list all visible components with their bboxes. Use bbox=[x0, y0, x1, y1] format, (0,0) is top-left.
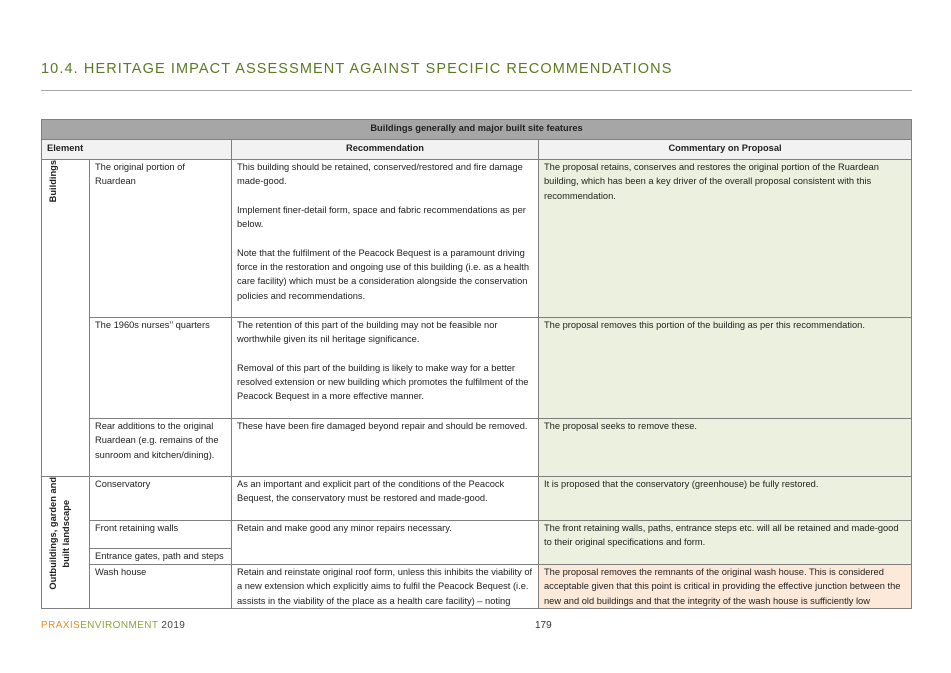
element-cell: Conservatory bbox=[90, 477, 232, 521]
commentary-cell: The proposal seeks to remove these. bbox=[539, 419, 912, 477]
element-cell: Entrance gates, path and steps bbox=[90, 549, 232, 565]
recommendation-paragraph: This building should be retained, conserved/restored and fire damage made-good. bbox=[237, 162, 523, 187]
footer-year: 2019 bbox=[158, 620, 186, 631]
brand-environment: ENVIRONMENT bbox=[80, 620, 159, 631]
recommendation-paragraph: As an important and explicit part of the conditions of the Peacock Bequest, the conservatory must be restored and made-good. bbox=[237, 479, 505, 504]
recommendation-cell bbox=[232, 160, 539, 318]
commentary-column-header: Commentary on Proposal bbox=[539, 140, 912, 160]
footer-brand bbox=[41, 620, 185, 631]
recommendation-paragraph: These have been fire damaged beyond repair and should be removed. bbox=[237, 421, 528, 431]
element-column-header: Element bbox=[42, 140, 232, 160]
table-row bbox=[42, 477, 912, 521]
recommendation-cell bbox=[232, 477, 539, 521]
commentary-cell: The proposal removes this portion of the building as per this recommendation. bbox=[539, 318, 912, 419]
table-row bbox=[42, 521, 912, 549]
recommendation-cell bbox=[232, 419, 539, 477]
page-heading: 10.4. HERITAGE IMPACT ASSESSMENT AGAINST SPECIFIC RECOMMENDATIONS bbox=[41, 61, 673, 77]
group-outbuildings bbox=[42, 477, 90, 609]
element-cell: Front retaining walls bbox=[90, 521, 232, 549]
heading-divider bbox=[41, 90, 912, 91]
recommendation-paragraph: The retention of this part of the building may not be feasible nor worthwhile given its nil heritage significance. bbox=[237, 320, 498, 345]
page-number: 179 bbox=[535, 620, 552, 631]
recommendation-cell bbox=[232, 565, 539, 609]
commentary-cell: The proposal retains, conserves and restores the original portion of the Ruardean building, which has been a key driver of the overall proposal consistent with this recommendation. bbox=[539, 160, 912, 318]
group-label-outbuildings: Outbuildings, garden and built landscape bbox=[48, 477, 71, 590]
table-band-row bbox=[42, 120, 912, 140]
recommendation-cell bbox=[232, 521, 539, 565]
recommendation-column-header: Recommendation bbox=[232, 140, 539, 160]
table-row bbox=[42, 419, 912, 477]
table-row bbox=[42, 565, 912, 609]
table-row bbox=[42, 160, 912, 318]
table-row bbox=[42, 318, 912, 419]
commentary-cell: The front retaining walls, paths, entrance steps etc. will all be retained and made-good to their original specifications and form. bbox=[539, 521, 912, 565]
recommendation-paragraph: Implement finer-detail form, space and fabric recommendations as per below. bbox=[237, 204, 526, 230]
group-label-buildings: Buildings bbox=[48, 160, 58, 203]
element-cell: Wash house bbox=[90, 565, 232, 609]
commentary-cell: The proposal removes the remnants of the original wash house. This is considered acceptable given that this point is critical in providing the effective junction between the new and old buildings and that the integrity of the wash house is sufficiently low bbox=[539, 565, 912, 609]
recommendation-paragraph: Retain and reinstate original roof form, unless this inhibits the viability of a new extension which explicitly aims to fulfil the Peacock Bequest (i.e. assists in the viability of the place as a health care facility) – noting bbox=[237, 567, 533, 606]
brand-praxis: PRAXIS bbox=[41, 620, 81, 631]
table-band-title: Buildings generally and major built site features bbox=[42, 120, 912, 140]
heritage-impact-table bbox=[41, 119, 912, 609]
element-cell: The original portion of Ruardean bbox=[90, 160, 232, 318]
table-header-row bbox=[42, 140, 912, 160]
element-cell: Rear additions to the original Ruardean (e.g. remains of the sunroom and kitchen/dining). bbox=[90, 419, 232, 477]
recommendation-paragraph: Retain and make good any minor repairs necessary. bbox=[237, 523, 452, 533]
commentary-cell: It is proposed that the conservatory (greenhouse) be fully restored. bbox=[539, 477, 912, 521]
recommendation-paragraph: Removal of this part of the building is likely to make way for a better resolved extension or new building which promotes the fulfilment of the Peacock Bequest in a more effective manner. bbox=[237, 362, 529, 402]
recommendation-cell bbox=[232, 318, 539, 419]
group-buildings bbox=[42, 160, 90, 477]
element-cell: The 1960s nurses’’ quarters bbox=[90, 318, 232, 419]
recommendation-paragraph: Note that the fulfilment of the Peacock Bequest is a paramount driving force in the restoration and ongoing use of this building (i.e. as a health care facility) which must be a consideration alongside the conservation policies and recommendations. bbox=[237, 247, 530, 301]
